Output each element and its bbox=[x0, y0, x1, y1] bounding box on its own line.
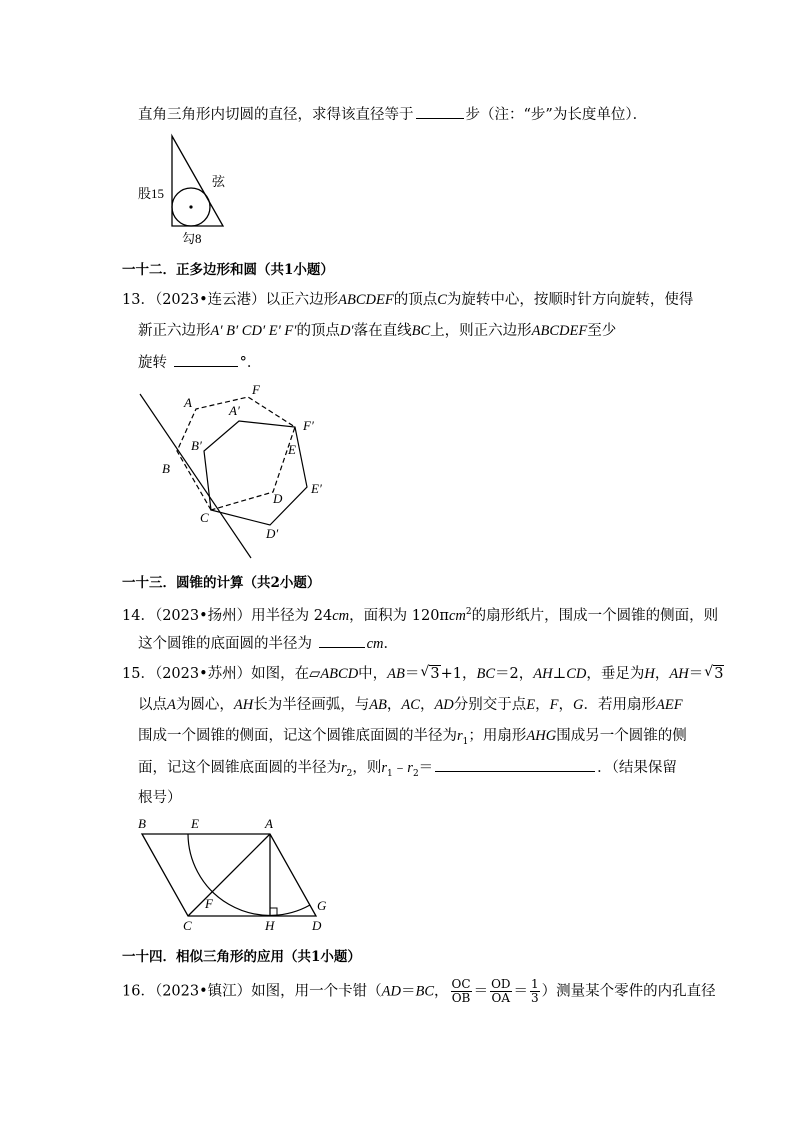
label-E-prime: E′ bbox=[311, 481, 322, 496]
fraction-od-oa: $\frac{OD}{OA}$ bbox=[491, 977, 511, 1005]
q15-line1: 15．（2023•苏州）如图，在▱ABCD中，AB＝ √ 3+1，BC＝2，AH⊥CD，垂足为H，AH＝ √ 3 bbox=[122, 664, 724, 682]
label-F: F bbox=[205, 896, 213, 911]
section-13-title: 一十三．圆锥的计算（共2小题） bbox=[122, 575, 321, 591]
answer-blank[interactable] bbox=[435, 757, 595, 772]
label-D: D bbox=[312, 918, 322, 933]
label-F-prime: F′ bbox=[303, 418, 314, 433]
fraction-oc-ob: $\frac{OC}{OB}$ bbox=[451, 977, 471, 1005]
label-H: H bbox=[265, 918, 275, 933]
q13-line1: 13．（2023•连云港）以正六边形ABCDEF的顶点C为旋转中心，按顺时针方向旋转，使得 bbox=[122, 292, 694, 308]
label-B: B bbox=[162, 461, 170, 476]
fraction-one-third: $\frac{1}{3}$ bbox=[531, 977, 539, 1005]
q16-line1: 16．（2023•镇江）如图，用一个卡钳（AD＝BC， $\frac{OC}{OB}$ ＝ $\frac{OD}{OA}$ ＝ $\frac{1}{3}$ ）测量某个零件的内孔直径 bbox=[122, 977, 716, 1005]
label-A-prime: A′ bbox=[229, 403, 240, 418]
q15-line5: 根号） bbox=[138, 790, 182, 806]
q15-line2: 以点A为圆心，AH长为半径画弧，与AB，AC，AD分别交于点E，F，G．若用扇形AEF bbox=[138, 697, 683, 713]
rotated-hexagon-figure bbox=[130, 380, 340, 560]
label-G: G bbox=[317, 898, 327, 913]
section-14-title: 一十四．相似三角形的应用（共1小题） bbox=[122, 949, 361, 965]
label-E: E bbox=[288, 442, 296, 457]
sqrt-3: √ 3 bbox=[704, 664, 724, 682]
q14-line2: 这个圆锥的底面圆的半径为 cm． bbox=[138, 633, 398, 654]
label-A: A bbox=[184, 395, 192, 410]
answer-blank[interactable] bbox=[174, 352, 238, 367]
q12-tail-line: 直角三角形内切圆的直径，求得该直径等于 步（注：“步”为长度单位）． bbox=[138, 104, 647, 125]
incircle-triangle-figure bbox=[130, 128, 240, 250]
parallelogram-arc-figure bbox=[130, 812, 350, 936]
base-label: 勾8 bbox=[182, 231, 202, 246]
label-E: E bbox=[191, 816, 199, 831]
label-B-prime: B′ bbox=[191, 438, 202, 453]
section-12-title: 一十二．正多边形和圆（共1小题） bbox=[122, 262, 334, 278]
label-B: B bbox=[138, 816, 146, 831]
label-A: A bbox=[265, 816, 273, 831]
label-C: C bbox=[183, 918, 192, 933]
label-F: F bbox=[252, 382, 260, 397]
answer-blank[interactable] bbox=[416, 104, 464, 119]
q15-line3: 围成一个圆锥的侧面，记这个圆锥底面圆的半径为$r_1$；用扇形AHG围成另一个圆锥的侧 bbox=[138, 728, 687, 747]
q13-line2: 新正六边形A′ B′ CD′ E′ F′的顶点D′落在直线BC上，则正六边形ABCDEF至少 bbox=[138, 323, 617, 339]
q15-line4: 面，记这个圆锥底面圆的半径为$r_2$，则$r_1﹣r_2=$ ．（结果保留 bbox=[138, 757, 677, 784]
q13-line3: 旋转 °． bbox=[138, 352, 261, 373]
hypotenuse-label: 弦 bbox=[212, 174, 226, 189]
q14-line1: 14．（2023•扬州）用半径为 24cm，面积为 120πcm$^2$的扇形纸片，围成一个圆锥的侧面，则 bbox=[122, 607, 719, 624]
label-C: C bbox=[200, 510, 209, 525]
leg-label: 股15 bbox=[138, 186, 165, 201]
label-D-prime: D′ bbox=[266, 526, 279, 541]
label-D: D bbox=[273, 491, 283, 506]
answer-blank[interactable] bbox=[319, 633, 365, 648]
sqrt-3: √ 3 bbox=[420, 664, 440, 682]
